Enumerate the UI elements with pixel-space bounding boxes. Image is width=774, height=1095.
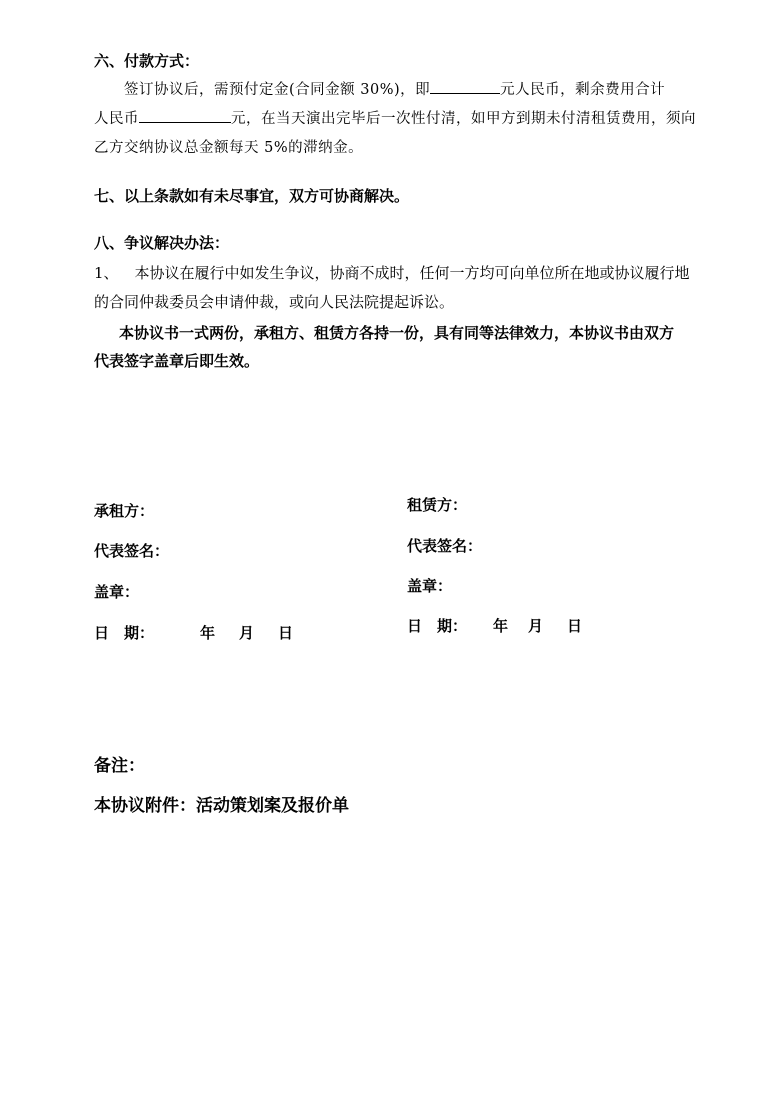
lessee-label: 承租方： xyxy=(94,502,155,520)
lessee-date-row xyxy=(94,622,293,643)
section6-line1 xyxy=(124,78,665,99)
lessor-date-month: 月 xyxy=(528,617,544,635)
notes-heading: 备注： xyxy=(94,756,145,776)
section8-heading: 八、争议解决办法： xyxy=(94,234,230,252)
section7-heading: 七、以上条款如有未尽事宜，双方可协商解决。 xyxy=(94,187,410,205)
lessor-date-day: 日 xyxy=(567,617,583,635)
section6-line2-a: 人民币 xyxy=(94,111,139,127)
lessor-date-year: 年 xyxy=(493,617,509,635)
lessor-date-label: 日 期： xyxy=(407,617,468,635)
lessee-date-label: 日 期： xyxy=(94,624,155,642)
attachment-note: 本协议附件：活动策划案及报价单 xyxy=(94,796,349,816)
deposit-amount-blank[interactable] xyxy=(430,78,500,94)
lessee-date-day: 日 xyxy=(278,624,294,642)
lessee-rep-signature-label: 代表签名： xyxy=(94,542,170,560)
lessee-date-month: 月 xyxy=(239,624,255,642)
section8-item1-text: 本协议在履行中如发生争议，协商不成时，任何一方均可向单位所在地或协议履行地 xyxy=(134,264,690,282)
closing-line1: 本协议书一式两份，承租方、租赁方各持一份，具有同等法律效力，本协议书由双方 xyxy=(119,324,675,342)
section6-line1-b: 元人民币，剩余费用合计 xyxy=(500,82,666,98)
section8-item1-line1 xyxy=(94,262,690,283)
section6-line2 xyxy=(94,107,696,128)
lessor-label: 租赁方： xyxy=(407,496,468,514)
section6-heading: 六、付款方式： xyxy=(94,52,200,70)
section6-line3: 乙方交纳协议总金额每天 5%的滞纳金。 xyxy=(94,140,364,156)
lessor-seal-label: 盖章： xyxy=(407,577,453,595)
section6-line1-a: 签订协议后，需预付定金(合同金额 30%)，即 xyxy=(124,82,431,98)
section8-item1-number: 1、 xyxy=(94,264,119,282)
closing-line2: 代表签字盖章后即生效。 xyxy=(94,352,260,370)
remaining-amount-blank[interactable] xyxy=(139,107,231,123)
section6-line2-b: 元，在当天演出完毕后一次性付清，如甲方到期未付清租赁费用，须向 xyxy=(231,111,696,127)
lessee-seal-label: 盖章： xyxy=(94,583,140,601)
lessee-date-year: 年 xyxy=(200,624,216,642)
lessor-rep-signature-label: 代表签名： xyxy=(407,537,483,555)
section8-item1-line2: 的合同仲裁委员会申请仲裁，或向人民法院提起诉讼。 xyxy=(94,293,455,311)
lessor-date-row xyxy=(407,615,582,636)
